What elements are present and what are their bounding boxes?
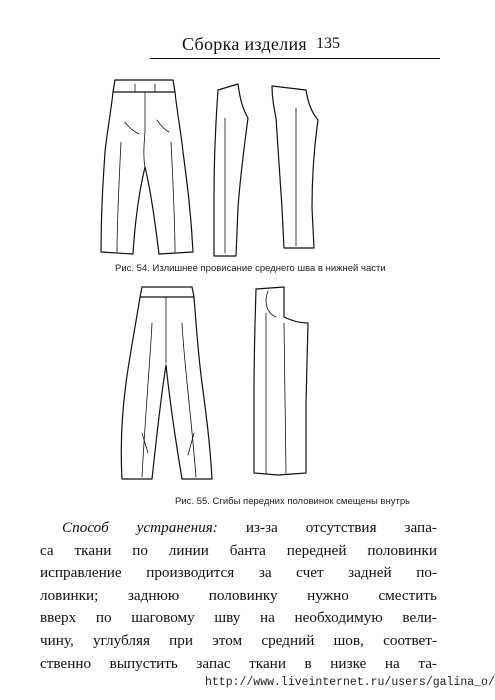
- text-line-6: чину, углубляя при этом средний шов, соответ-: [40, 631, 437, 649]
- text-line-4: ловинки; заднюю половинку нужно сместить: [40, 586, 437, 604]
- text-line-2: са ткани по линии банта передней половинки: [40, 541, 437, 559]
- text-line-1: [62, 517, 437, 540]
- figure-55-caption: Рис. 55. Сгибы передних половинок смещены внутрь: [175, 496, 411, 507]
- first-line-rest: из-за отсутствия запа-: [217, 519, 437, 536]
- page-header: [150, 34, 440, 59]
- text-line-3: исправление производится за счет задней по-: [40, 564, 437, 582]
- fig54-pattern-pieces-drawing: [210, 78, 340, 258]
- running-title: Сборка изделия: [182, 34, 308, 54]
- fig54-trousers-front-drawing: [95, 72, 205, 262]
- method-lead: Способ устранения:: [62, 519, 218, 536]
- figure-54-caption: Рис. 54. Излишнее провисание среднего шва в нижней части: [115, 263, 386, 274]
- footer-url: http://www.liveinternet.ru/users/galina_o/: [205, 676, 495, 689]
- body-paragraph: [40, 517, 437, 675]
- fig55-trousers-front-drawing: [108, 283, 228, 483]
- text-line-7: ственно выпустить запас ткани в низке на та-: [40, 654, 437, 672]
- text-line-5: вверх по шаговому шву на необходимую вели-: [40, 609, 437, 627]
- fig55-pattern-pieces-drawing: [248, 283, 318, 483]
- page-number: 135: [316, 35, 340, 52]
